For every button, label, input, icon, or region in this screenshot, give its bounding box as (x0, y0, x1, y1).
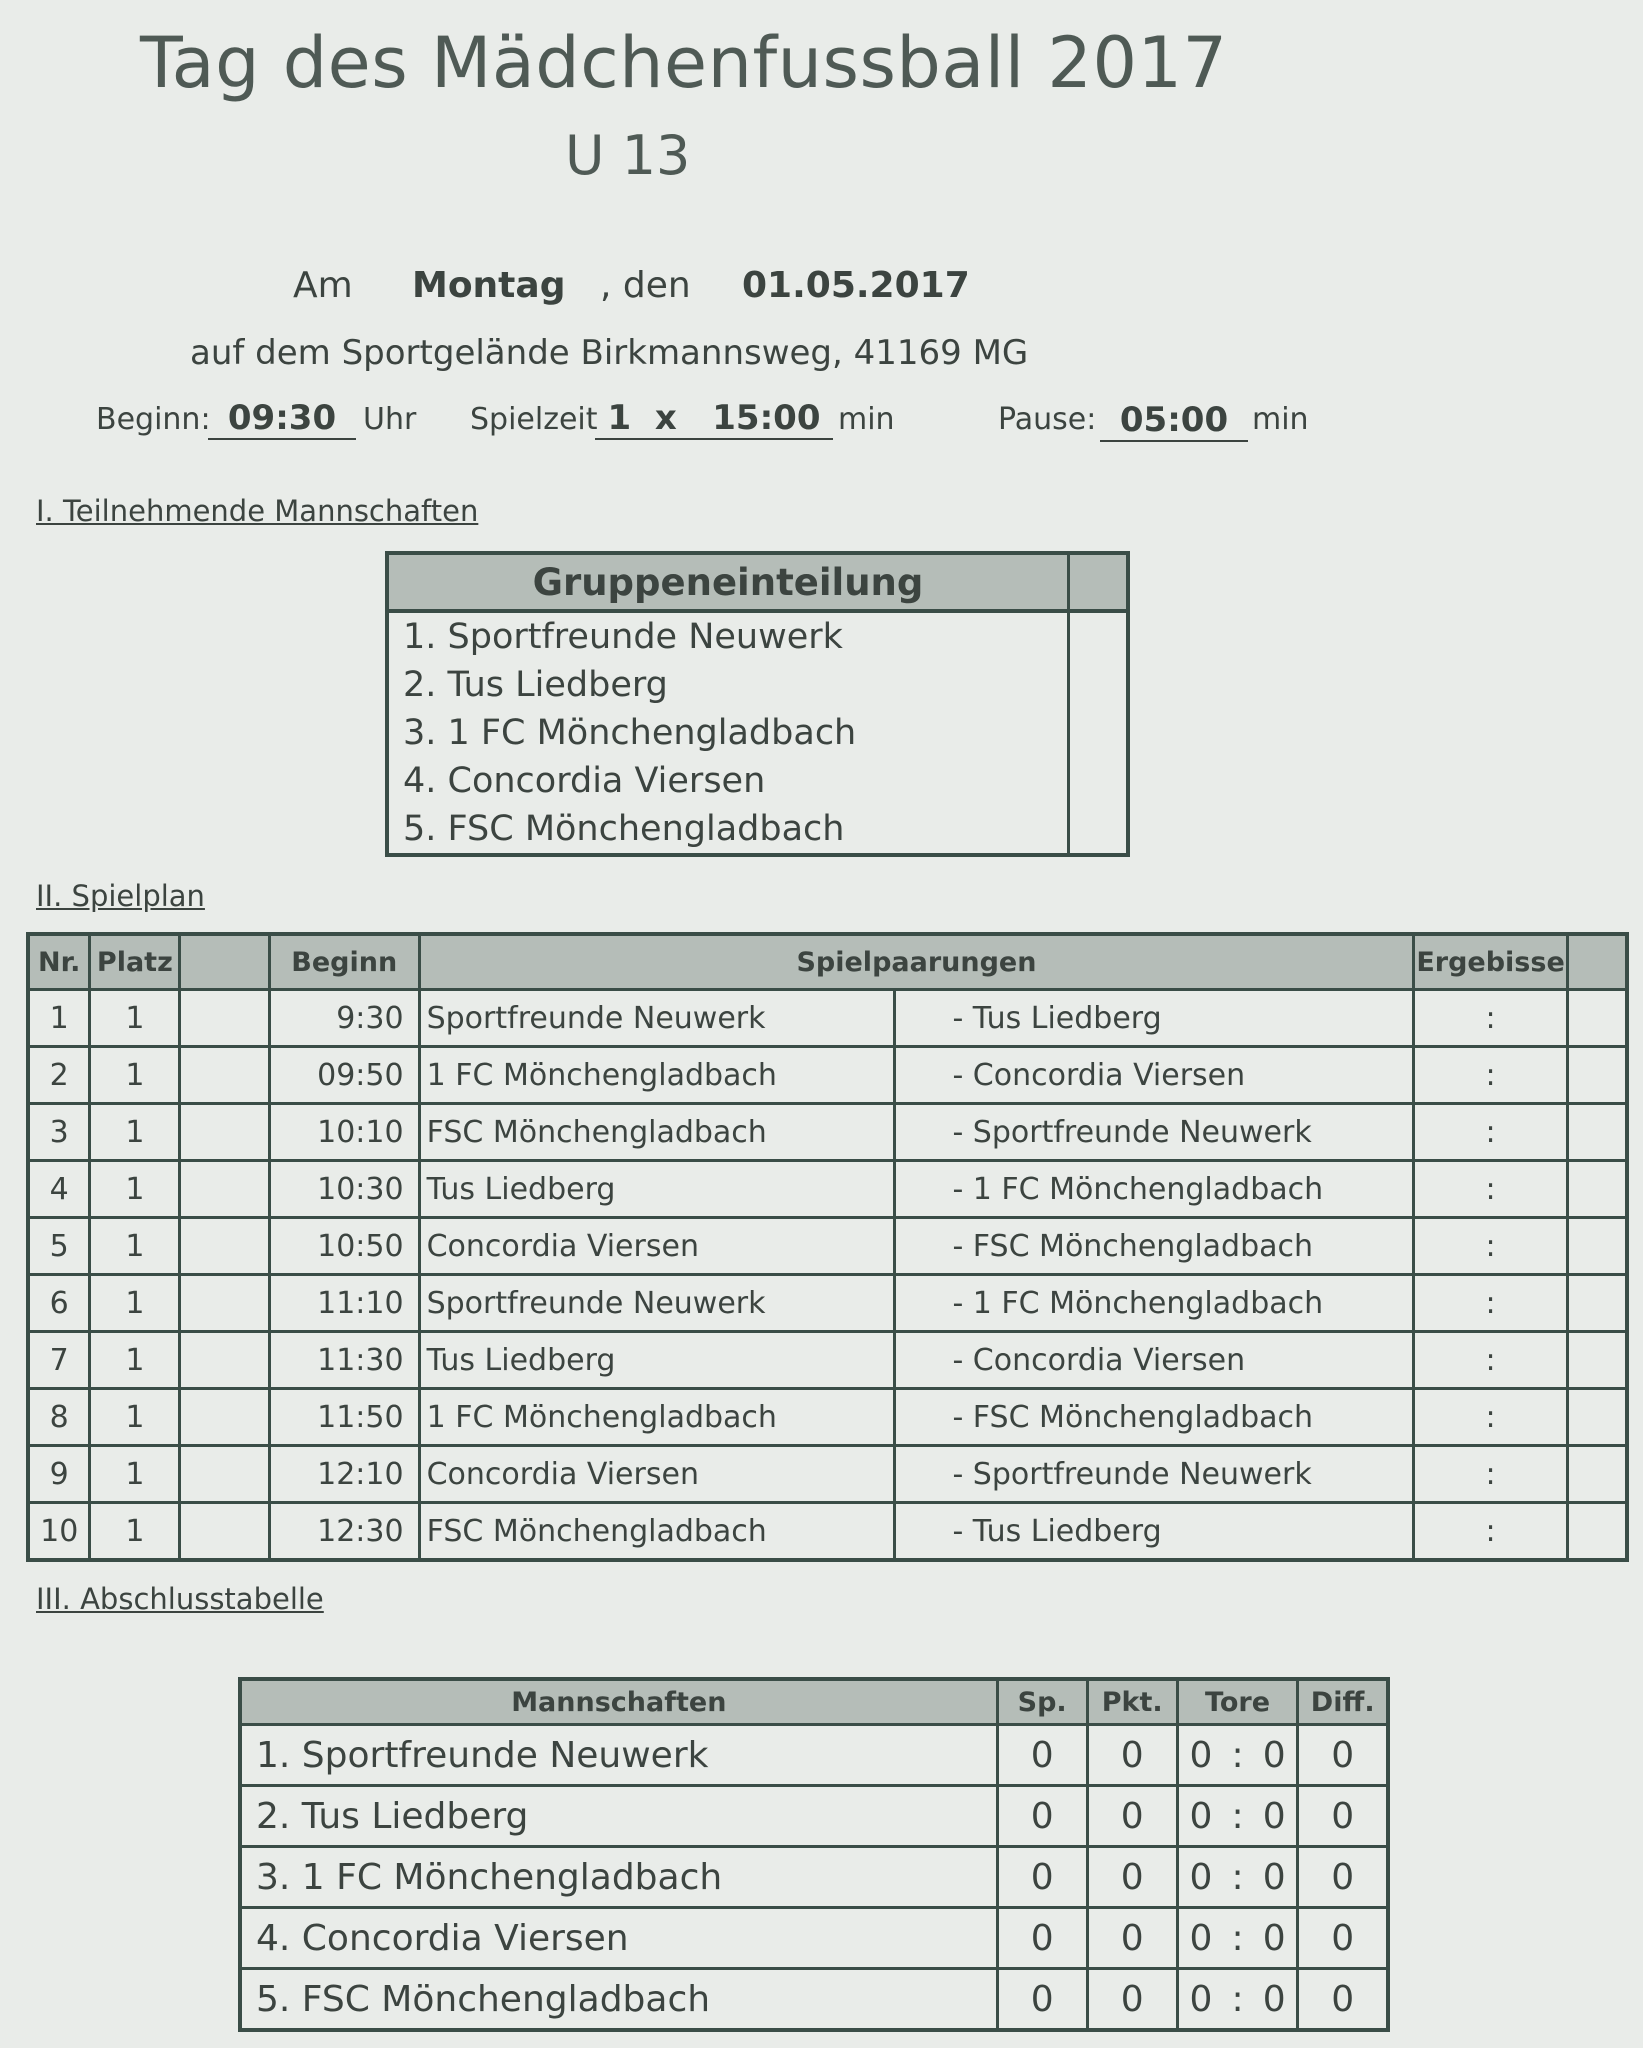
match-home: Concordia Viersen (419, 1446, 895, 1503)
standing-goals-against: 0 (1252, 1847, 1298, 1908)
group-team: 2. Tus Liedberg (403, 665, 668, 705)
match-result: : (1414, 1104, 1567, 1161)
standing-goals-sep: : (1223, 1908, 1252, 1969)
table-row (240, 1908, 1388, 1969)
table-row (28, 1275, 1627, 1332)
standing-sp: 0 (997, 1725, 1087, 1786)
page-subtitle: U 13 (565, 124, 691, 187)
spielzeit-unit: min (838, 402, 895, 437)
match-nr: 1 (28, 990, 90, 1047)
spielzeit-value: 1 x 15:00 (595, 398, 833, 440)
standing-goals-against: 0 (1252, 1786, 1298, 1847)
standing-goals-for: 0 (1177, 1908, 1223, 1969)
match-away: - Tus Liedberg (895, 1503, 1414, 1561)
schedule-table (26, 932, 1629, 1562)
standing-sp: 0 (997, 1969, 1087, 2031)
table-row (240, 1969, 1388, 2031)
standing-team: 2. Tus Liedberg (240, 1786, 997, 1847)
section-schedule-heading: II. Spielplan (36, 879, 205, 913)
standing-goals-against: 0 (1252, 1725, 1298, 1786)
match-time: 12:30 (269, 1503, 419, 1561)
match-result: : (1414, 1047, 1567, 1104)
match-home: Concordia Viersen (419, 1218, 895, 1275)
standing-goals-for: 0 (1177, 1847, 1223, 1908)
standing-goals-against: 0 (1252, 1969, 1298, 2031)
standing-sp: 0 (997, 1786, 1087, 1847)
match-away: - 1 FC Mönchengladbach (895, 1161, 1414, 1218)
standing-diff: 0 (1298, 1969, 1388, 2031)
pause-label: Pause: (998, 402, 1097, 437)
match-away: - Concordia Viersen (895, 1047, 1414, 1104)
group-team: 5. FSC Mönchengladbach (403, 809, 845, 849)
final-table (238, 1677, 1390, 2032)
table-row (28, 990, 1627, 1047)
match-home: 1 FC Mönchengladbach (419, 1389, 895, 1446)
date-value: 01.05.2017 (742, 265, 970, 306)
table-row (28, 1446, 1627, 1503)
am-label: Am (293, 265, 353, 306)
standing-goals-for: 0 (1177, 1786, 1223, 1847)
match-home: Tus Liedberg (419, 1332, 895, 1389)
match-home: FSC Mönchengladbach (419, 1503, 895, 1561)
match-away: - FSC Mönchengladbach (895, 1389, 1414, 1446)
match-time: 10:30 (269, 1161, 419, 1218)
standing-team: 1. Sportfreunde Neuwerk (240, 1725, 997, 1786)
standing-goals-sep: : (1223, 1969, 1252, 2031)
match-platz: 1 (90, 990, 180, 1047)
table-row (28, 1389, 1627, 1446)
match-away: - 1 FC Mönchengladbach (895, 1275, 1414, 1332)
match-result: : (1414, 1275, 1567, 1332)
standing-goals-sep: : (1223, 1786, 1252, 1847)
match-time: 11:30 (269, 1332, 419, 1389)
standing-diff: 0 (1298, 1725, 1388, 1786)
col-pairings: Spielpaarungen (419, 934, 1414, 990)
match-time: 11:10 (269, 1275, 419, 1332)
pause-unit: min (1252, 402, 1309, 437)
beginn-label: Beginn: (96, 402, 211, 437)
match-away: - Sportfreunde Neuwerk (895, 1104, 1414, 1161)
match-time: 12:10 (269, 1446, 419, 1503)
table-row (28, 1161, 1627, 1218)
match-platz: 1 (90, 1332, 180, 1389)
match-nr: 3 (28, 1104, 90, 1161)
standing-pkt: 0 (1087, 1908, 1177, 1969)
standing-goals-sep: : (1223, 1725, 1252, 1786)
col-tore: Tore (1177, 1679, 1298, 1725)
match-time: 09:50 (269, 1047, 419, 1104)
match-result: : (1414, 1218, 1567, 1275)
standing-pkt: 0 (1087, 1786, 1177, 1847)
match-platz: 1 (90, 1275, 180, 1332)
match-away: - Concordia Viersen (895, 1332, 1414, 1389)
match-time: 10:50 (269, 1218, 419, 1275)
match-nr: 8 (28, 1389, 90, 1446)
section-teams-heading: I. Teilnehmende Mannschaften (36, 494, 479, 528)
col-results: Ergebisse (1414, 934, 1567, 990)
section-final-heading: III. Abschlusstabelle (36, 1582, 324, 1616)
uhr-label: Uhr (363, 402, 417, 437)
table-row (240, 1786, 1388, 1847)
table-row (240, 1847, 1388, 1908)
match-nr: 5 (28, 1218, 90, 1275)
col-beginn: Beginn (269, 934, 419, 990)
match-platz: 1 (90, 1503, 180, 1561)
standing-sp: 0 (997, 1847, 1087, 1908)
group-team: 4. Concordia Viersen (403, 761, 766, 801)
den-label: , den (600, 265, 691, 306)
match-time: 10:10 (269, 1104, 419, 1161)
standing-pkt: 0 (1087, 1969, 1177, 2031)
col-teams: Mannschaften (240, 1679, 997, 1725)
standing-goals-sep: : (1223, 1847, 1252, 1908)
col-diff: Diff. (1298, 1679, 1388, 1725)
group-team: 1. Sportfreunde Neuwerk (403, 617, 843, 657)
standing-team: 5. FSC Mönchengladbach (240, 1969, 997, 2031)
match-nr: 6 (28, 1275, 90, 1332)
match-home: 1 FC Mönchengladbach (419, 1047, 895, 1104)
match-platz: 1 (90, 1047, 180, 1104)
match-nr: 7 (28, 1332, 90, 1389)
standing-diff: 0 (1298, 1908, 1388, 1969)
table-row (28, 1332, 1627, 1389)
col-pkt: Pkt. (1087, 1679, 1177, 1725)
pause-value: 05:00 (1100, 400, 1248, 442)
standing-team: 3. 1 FC Mönchengladbach (240, 1847, 997, 1908)
group-table-header: Gruppeneinteilung (387, 553, 1069, 611)
match-nr: 2 (28, 1047, 90, 1104)
beginn-value: 09:30 (208, 398, 356, 440)
table-row (240, 1725, 1388, 1786)
col-sp: Sp. (997, 1679, 1087, 1725)
match-platz: 1 (90, 1218, 180, 1275)
table-row (28, 1218, 1627, 1275)
match-result: : (1414, 1332, 1567, 1389)
match-away: - Tus Liedberg (895, 990, 1414, 1047)
standing-team: 4. Concordia Viersen (240, 1908, 997, 1969)
standing-goals-for: 0 (1177, 1969, 1223, 2031)
match-result: : (1414, 990, 1567, 1047)
match-away: - Sportfreunde Neuwerk (895, 1446, 1414, 1503)
match-result: : (1414, 1389, 1567, 1446)
match-nr: 10 (28, 1503, 90, 1561)
match-nr: 9 (28, 1446, 90, 1503)
match-away: - FSC Mönchengladbach (895, 1218, 1414, 1275)
table-row (28, 1047, 1627, 1104)
match-platz: 1 (90, 1104, 180, 1161)
standing-goals-against: 0 (1252, 1908, 1298, 1969)
standing-goals-for: 0 (1177, 1725, 1223, 1786)
match-result: : (1414, 1446, 1567, 1503)
match-platz: 1 (90, 1446, 180, 1503)
match-result: : (1414, 1503, 1567, 1561)
col-platz: Platz (90, 934, 180, 990)
match-home: FSC Mönchengladbach (419, 1104, 895, 1161)
match-time: 9:30 (269, 990, 419, 1047)
group-team: 3. 1 FC Mönchengladbach (403, 713, 857, 753)
standing-diff: 0 (1298, 1786, 1388, 1847)
standing-pkt: 0 (1087, 1847, 1177, 1908)
standing-sp: 0 (997, 1908, 1087, 1969)
spielzeit-label: Spielzeit (470, 402, 598, 437)
table-row (28, 1104, 1627, 1161)
match-result: : (1414, 1161, 1567, 1218)
match-time: 11:50 (269, 1389, 419, 1446)
page-title: Tag des Mädchenfussball 2017 (140, 22, 1228, 104)
standing-diff: 0 (1298, 1847, 1388, 1908)
day-value: Montag (412, 265, 566, 306)
match-nr: 4 (28, 1161, 90, 1218)
match-home: Sportfreunde Neuwerk (419, 990, 895, 1047)
standing-pkt: 0 (1087, 1725, 1177, 1786)
match-platz: 1 (90, 1389, 180, 1446)
table-row (28, 1503, 1627, 1561)
match-platz: 1 (90, 1161, 180, 1218)
match-home: Sportfreunde Neuwerk (419, 1275, 895, 1332)
col-nr: Nr. (28, 934, 90, 990)
location-text: auf dem Sportgelände Birkmannsweg, 41169 MG (190, 333, 1029, 373)
match-home: Tus Liedberg (419, 1161, 895, 1218)
group-table (385, 551, 1130, 857)
